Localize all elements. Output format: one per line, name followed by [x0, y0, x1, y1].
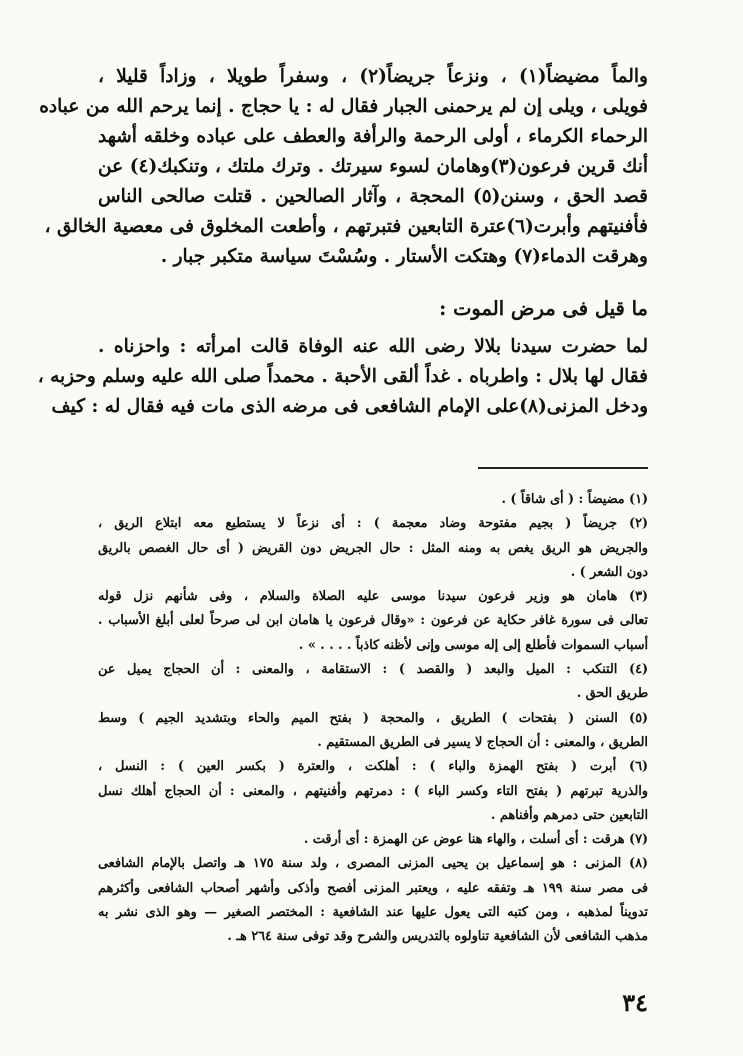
footnote-line: طريق الحق . [576, 686, 648, 702]
footnote-line: (٨) المزنى : هو إسماعيل بن يحيى المزنى المصرى ، ولد سنة ١٧٥ هـ واتصل بالإمام الشافعى [98, 856, 648, 872]
text-line: وهرقت الدماء(٧) وهتكت الأستار . وسُسْتَ سياسة متكبر جبار . [160, 246, 648, 267]
text-line: قصد الحق ، وسنن(٥) المحجة ، وآثار الصالحين . قتلت صالحى الناس [98, 186, 649, 207]
footnote-line: الطريق ، والمعنى : أن الحجاج لا يسير فى الطريق المستقيم . [317, 734, 648, 750]
footnote-line: أسباب السموات فأطلع إلى إله موسى وإنى لأظنه كاذباً . . . . » . [298, 637, 648, 653]
text-line: فقال لها بلال : واطرباه . غداً ألقى الأحبة . محمداً صلى الله عليه وسلم وحزبه ، [37, 366, 648, 387]
text-line: الرحماء الكرماء ، أولى الرحمة والرأفة والعطف على عباده وخلقه أشهد [98, 126, 648, 147]
page-number: ٣٤ [622, 988, 648, 1017]
footnote-line: تدويناً لمذهبه ، ومن كتبه التى يعول عليها عند الشافعية : المختصر الصغير — وهو الذى نشر به [98, 905, 648, 921]
text-line: لما حضرت سيدنا بلالا رضى الله عنه الوفاة قالت امرأته : واحزناه . [98, 336, 648, 357]
footnote-line: والذرية تبرتهم ( بفتح التاء وكسر الباء ) : دمرتهم وأفنيتهم ، والمعنى : أن الحجاج أهلك نسل [98, 783, 648, 799]
footnote-line: دون الشعر ) . [570, 564, 648, 580]
text-line: والماً مضيضاً(١) ، ونزعاً جريضاً(٢) ، وسفراً طويلا ، وزاداً قليلا ، [98, 66, 648, 87]
section-heading: ما قيل فى مرض الموت : [439, 297, 648, 320]
text-line: ودخل المزنى(٨)على الإمام الشافعى فى مرضه الذى مات فيه فقال له : كيف [51, 396, 648, 417]
footnote-line: (٢) جريضاً ( بجيم مفتوحة وضاد معجمة ) : أى نزعاً لا يستطيع معه ابتلاع الريق ، [98, 516, 648, 532]
footnote-line: التابعين حتى دمرهم وأفناهم . [490, 807, 648, 823]
footnote-line: (٥) السنن ( بفتحات ) الطريق ، والمحجة ( بفتح الميم والحاء وبتشديد الجيم ) وسط [98, 710, 648, 726]
footnote-line: (٤) التنكب : الميل والبعد ( والقصد ) : الاستقامة ، والمعنى : أن الحجاج يميل عن [98, 662, 648, 678]
footnote-line: (٣) هامان هو وزير فرعون سيدنا موسى عليه الصلاة والسلام ، وفى شأنهم نزل قوله [98, 589, 648, 605]
footnote-divider [478, 467, 648, 469]
main-text [37, 62, 649, 422]
footnote-line: فى مصر سنة ١٩٩ هـ وتفقه عليه ، ويعتبر المزنى أفصح وأذكى وأشهر أصحاب الشافعى وأكثرهم [98, 880, 648, 896]
footnote-line: تعالى فى سورة غافر حكاية عن فرعون : «وقال فرعون يا هامان ابن لى صرحاً لعلى أبلغ الأسباب . [98, 613, 648, 629]
footnote-line: مذهب الشافعى لأن الشافعية تناولوه بالتدريس والشرح وقد توفى سنة ٢٦٤ هـ . [227, 929, 648, 945]
footnote-line: (١) مضيضاً : ( أى شاقاً ) . [501, 492, 648, 507]
footnotes [98, 488, 648, 950]
footnote-line: (٦) أبرت ( بفتح الهمزة والباء ) : أهلكت ، والعترة ( بكسر العين ) : النسل ، [98, 759, 648, 775]
text-line: فأفنيتهم وأبرت(٦)عترة التابعين فتبرتهم ، وأطعت المخلوق فى معصية الخالق ، [44, 216, 648, 237]
text-line: أنك قرين فرعون(٣)وهامان لسوء سيرتك . وترك ملتك ، وتنكبك(٤) عن [98, 156, 648, 177]
text-line: فويلى ، ويلى إن لم يرحمنى الجبار فقال له : يا حجاج . إنما يرحم الله من عباده [39, 96, 648, 117]
footnote-line: (٧) هرقت : أى أسلت ، والهاء هنا عوض عن الهمزة : أى أرقت . [303, 832, 648, 848]
footnote-line: والجريض هو الريق يغص به ومنه المثل : حال الجريض دون القريض ( أى حال الغصص بالريق [98, 540, 648, 556]
